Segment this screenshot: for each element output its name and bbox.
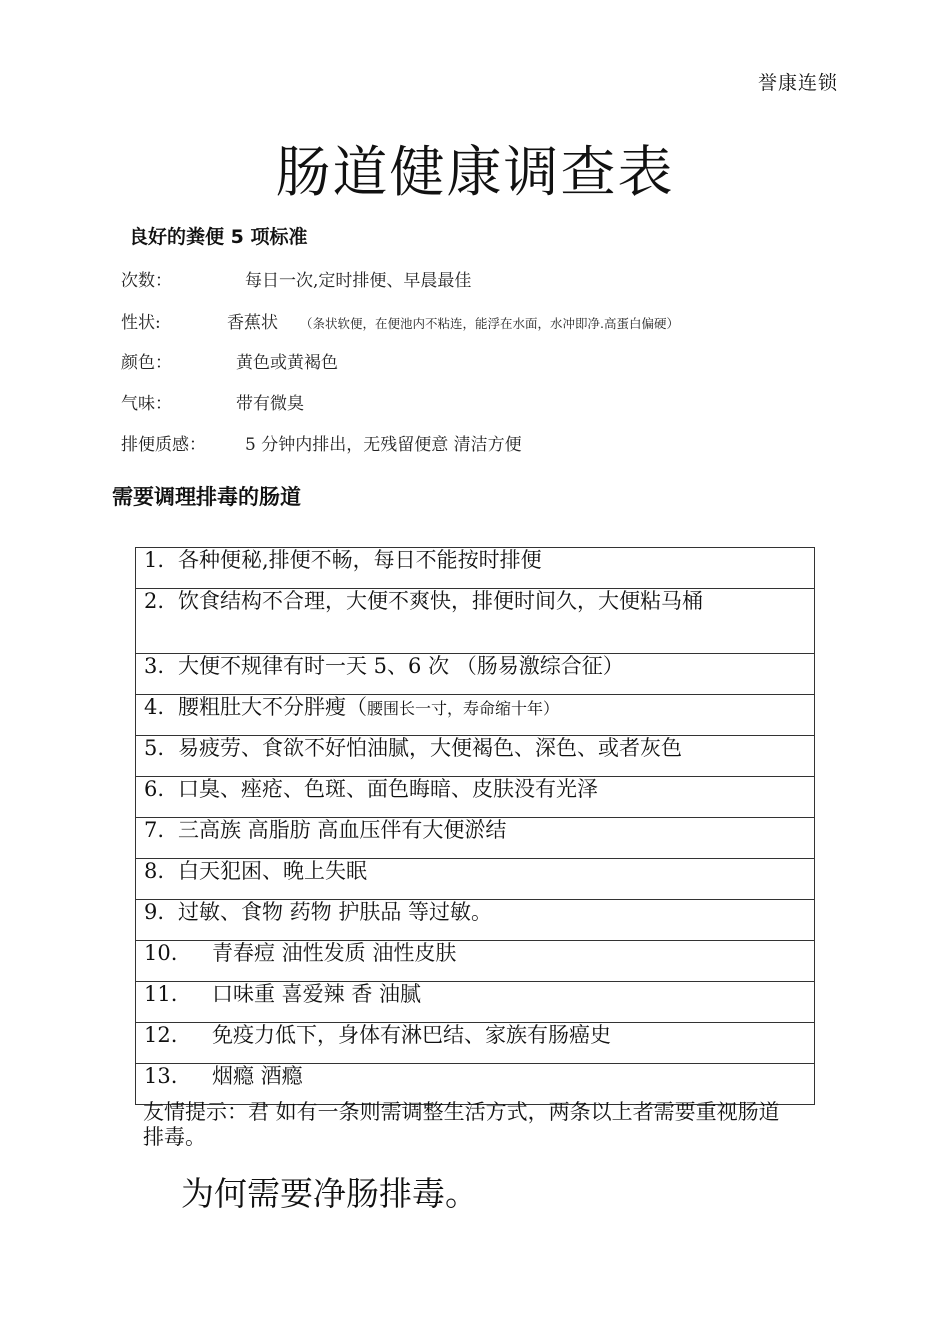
criterion-label: 性状: xyxy=(121,313,161,333)
table-row xyxy=(136,589,815,654)
table-row xyxy=(136,900,815,941)
criterion-value: 黄色或黄褐色 xyxy=(236,353,338,373)
row-number: 7. xyxy=(144,818,165,842)
row-text: 饮食结构不合理，大便不爽快，排便时间久，大便粘马桶 xyxy=(178,589,703,613)
row-text: 过敏、食物 药物 护肤品 等过敏。 xyxy=(178,900,493,924)
row-text: 免疫力低下，身体有淋巴结、家族有肠癌史 xyxy=(212,1023,611,1047)
row-number: 8. xyxy=(144,859,165,883)
table-row xyxy=(136,1023,815,1064)
criterion-label: 气味： xyxy=(121,394,172,414)
row-text: 三高族 高脂肪 高血压伴有大便淤结 xyxy=(178,818,507,842)
row-text: 白天犯困、晚上失眠 xyxy=(178,859,367,883)
row-number: 6. xyxy=(144,777,165,801)
criterion-value: 5 分钟内排出，无残留便意 清洁方便 xyxy=(245,435,522,455)
table-row xyxy=(136,859,815,900)
table-row xyxy=(136,695,815,736)
table-row xyxy=(136,777,815,818)
row-text: 易疲劳、食欲不好怕油腻，大便褐色、深色、或者灰色 xyxy=(178,736,682,760)
row-number: 4. xyxy=(144,695,165,719)
row-text: 口味重 喜爱辣 香 油腻 xyxy=(212,982,422,1006)
row-text: 烟瘾 酒瘾 xyxy=(212,1064,303,1088)
row-number: 3. xyxy=(144,654,165,678)
row-text: 大便不规律有时一天 5、6 次 （肠易激综合征） xyxy=(178,654,624,678)
row-number: 9. xyxy=(144,900,165,924)
row-number: 12. xyxy=(144,1023,178,1047)
brand-name: 誉康连锁 xyxy=(757,72,838,94)
row-text: 青春痘 油性发质 油性皮肤 xyxy=(212,941,457,965)
criterion-value: 香蕉状 xyxy=(227,313,278,333)
why-detox-heading: 为何需要净肠排毒。 xyxy=(181,1174,478,1213)
row-number: 1. xyxy=(144,548,165,572)
row-number: 5. xyxy=(144,736,165,760)
table-row xyxy=(136,1064,815,1105)
row-number: 2. xyxy=(144,589,165,613)
detox-heading: 需要调理排毒的肠道 xyxy=(112,485,301,509)
table-row xyxy=(136,654,815,695)
table-row xyxy=(136,818,815,859)
symptom-table xyxy=(135,547,815,1105)
table-row xyxy=(136,982,815,1023)
criterion-label: 次数： xyxy=(121,271,172,291)
standards-heading: 良好的粪便 5 项标准 xyxy=(129,226,308,248)
table-row xyxy=(136,736,815,777)
criterion-value: 带有微臭 xyxy=(236,394,304,414)
table-row xyxy=(136,548,815,589)
row-number: 11. xyxy=(144,982,178,1006)
criterion-label: 颜色： xyxy=(121,353,172,373)
row-text: 腰粗肚大不分胖瘦（ xyxy=(178,695,367,719)
row-note: 腰围长一寸，寿命缩十年） xyxy=(367,699,560,718)
criterion-label: 排便质感： xyxy=(121,435,206,455)
row-text: 口臭、痤疮、色斑、面色晦暗、皮肤没有光泽 xyxy=(178,777,598,801)
friendly-tip: 友情提示：君 如有一条则需调整生活方式，两条以上者需要重视肠道排毒。 xyxy=(143,1100,780,1149)
row-text: 各种便秘,排便不畅，每日不能按时排便 xyxy=(178,548,542,572)
table-row xyxy=(136,941,815,982)
criterion-value: 每日一次,定时排便、早晨最佳 xyxy=(245,271,472,291)
row-number: 10. xyxy=(144,941,178,965)
row-number: 13. xyxy=(144,1064,178,1088)
page-title: 肠道健康调查表 xyxy=(275,140,675,204)
criterion-note: （条状软便，在便池内不粘连，能浮在水面，水冲即净.高蛋白偏硬） xyxy=(300,316,679,331)
